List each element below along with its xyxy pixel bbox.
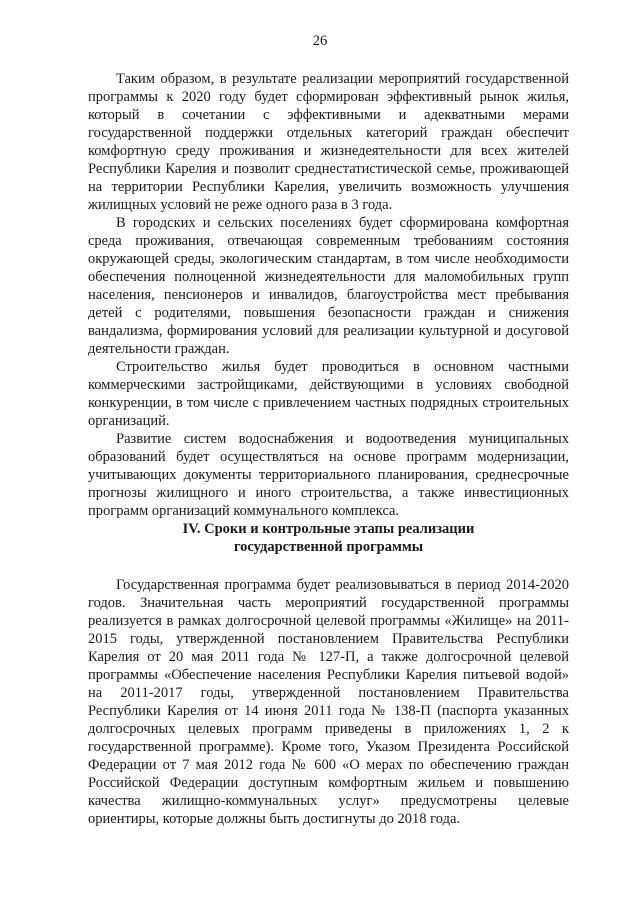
section-heading-line-1: IV. Сроки и контрольные этапы реализации (182, 521, 475, 537)
paragraph-water-supply: Развитие систем водоснабжения и водоотведения муниципальных образований будет осуществляться на основе программ модернизации, учитывающих документы территориального планирования, среднесрочные прогнозы жилищного и иного строительства, а также инвестиционных программ организаций коммунального комплекса. (88, 431, 569, 519)
section-text-bottom (88, 576, 569, 828)
section-heading (88, 520, 569, 556)
paragraph-market-outcome: Таким образом, в результате реализации мероприятий государственной программы к 2020 году будет сформирован эффективный рынок жилья, который в сочетании с эффективными и адекватными мерами государственной поддержки отдельных категорий граждан обеспечит комфортную среду проживания и жизнедеятельности для всех жителей Республики Карелия и позволит среднестатистической семье, проживающей на территории Республики Карелия, увеличить возможность улучшения жилищных условий не реже одного раза в 3 года. (88, 71, 569, 213)
section-heading-line-2: государственной программы (233, 539, 424, 555)
section-text-top (88, 70, 569, 520)
page-number: 26 (312, 33, 328, 49)
paragraph-comfortable-environment: В городских и сельских поселениях будет сформирована комфортная среда проживания, отвечающая современным требованиям состояния окружающей среды, экологическим стандартам, в том числе необходимости обеспечения полноценной жизнедеятельности для маломобильных групп населения, пенсионеров и инвалидов, благоустройства мест пребывания детей с родителями, повышения безопасности граждан и снижения вандализма, формирования условий для реализации культурной и досуговой деятельности граждан. (88, 215, 569, 357)
paragraph-housing-construction: Строительство жилья будет проводиться в основном частными коммерческими застройщиками, действующими в условиях свободной конкуренции, в том числе с привлечением частных подрядных строительных организаций. (88, 359, 569, 429)
paragraph-program-timeline: Государственная программа будет реализовываться в период 2014-2020 годов. Значительная часть мероприятий государственной программы реализуется в рамках долгосрочной целевой программы «Жилище» на 2011-2015 годы, утвержденной постановлением Правительства Республики Карелия от 20 мая 2011 года № 127-П, а также долгосрочной целевой программы «Обеспечение населения Республики Карелия питьевой водой» на 2011-2017 годы, утвержденной постановлением Правительства Республики Карелия от 14 июня 2011 года № 138-П (паспорта указанных долгосрочных целевых программ приведены в приложениях 1, 2 к государственной программе). Кроме того, Указом Президента Российской Федерации от 7 мая 2012 года № 600 «О мерах по обеспечению граждан Российской Федерации доступным комфортным жильем и повышению качества жилищно-коммунальных услуг» предусмотрены целевые ориентиры, которые должны быть достигнуты до 2018 года. (88, 577, 569, 827)
